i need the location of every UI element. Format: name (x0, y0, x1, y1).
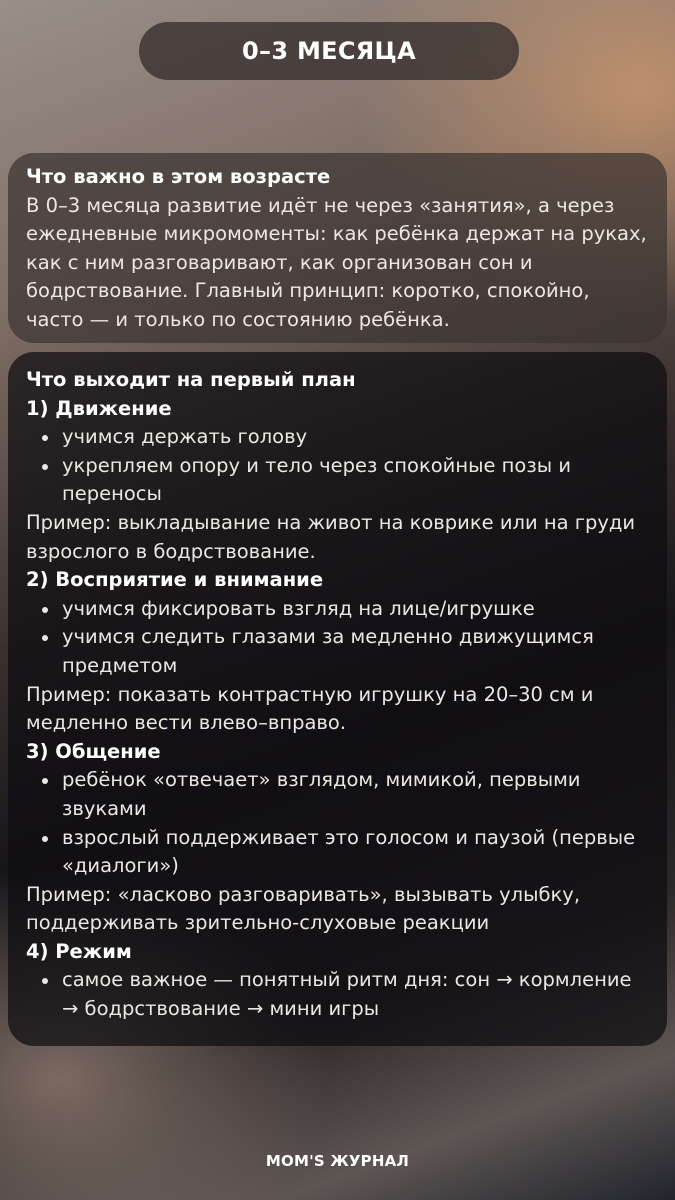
bullet-list (26, 966, 649, 1023)
section-movement (26, 395, 649, 567)
bullet-item: учимся фиксировать взгляд на лице/игрушке (62, 595, 649, 624)
bullet-item: взрослый поддерживает это голосом и паузой (первые «диалоги») (62, 824, 649, 881)
example-text: Пример: выкладывание на живот на коврике или на груди взрослого в бодрствование. (26, 510, 636, 563)
bullet-list (26, 766, 649, 880)
example-text: Пример: «ласково разговаривать», вызывать улыбку, поддерживать зрительно-слуховые реакции (26, 882, 581, 935)
section-perception (26, 566, 649, 738)
main-card (8, 352, 667, 1046)
intro-card (8, 153, 667, 343)
brand-footer: MOM'S ЖУРНАЛ (265, 1152, 410, 1170)
example-text: Пример: показать контрастную игрушку на 20–30 см и медленно вести влево–вправо. (26, 682, 594, 735)
bullet-item: самое важное — понятный ритм дня: сон → кормление → бодрствование → мини игры (62, 966, 649, 1023)
section-communication (26, 738, 649, 938)
section-routine (26, 938, 649, 1024)
bullet-item: укрепляем опору и тело через спокойные позы и переносы (62, 452, 649, 509)
title-pill (139, 22, 519, 80)
bullet-item: учимся следить глазами за медленно движущимся предметом (62, 623, 649, 680)
section-title: 4) Режим (26, 939, 132, 963)
bullet-list (26, 423, 649, 509)
section-title: 3) Общение (26, 739, 161, 763)
page-title: 0–3 МЕСЯЦА (242, 37, 416, 65)
bullet-item: ребёнок «отвечает» взглядом, мимикой, первыми звуками (62, 766, 649, 823)
bullet-list (26, 595, 649, 681)
main-heading: Что выходит на первый план (26, 368, 356, 391)
intro-heading: Что важно в этом возрасте (26, 165, 331, 188)
section-title: 2) Восприятие и внимание (26, 568, 324, 592)
intro-text: В 0–3 месяца развитие идёт не через «занятия», а через ежедневные микромоменты: как ребёнка держат на руках, как с ним разговаривают, как организован сон и бодрствование. Главный принцип: коротко, спокойно, часто — и только по состоянию ребёнка. (26, 193, 647, 331)
bullet-item: учимся держать голову (62, 423, 649, 452)
section-title: 1) Движение (26, 396, 172, 420)
